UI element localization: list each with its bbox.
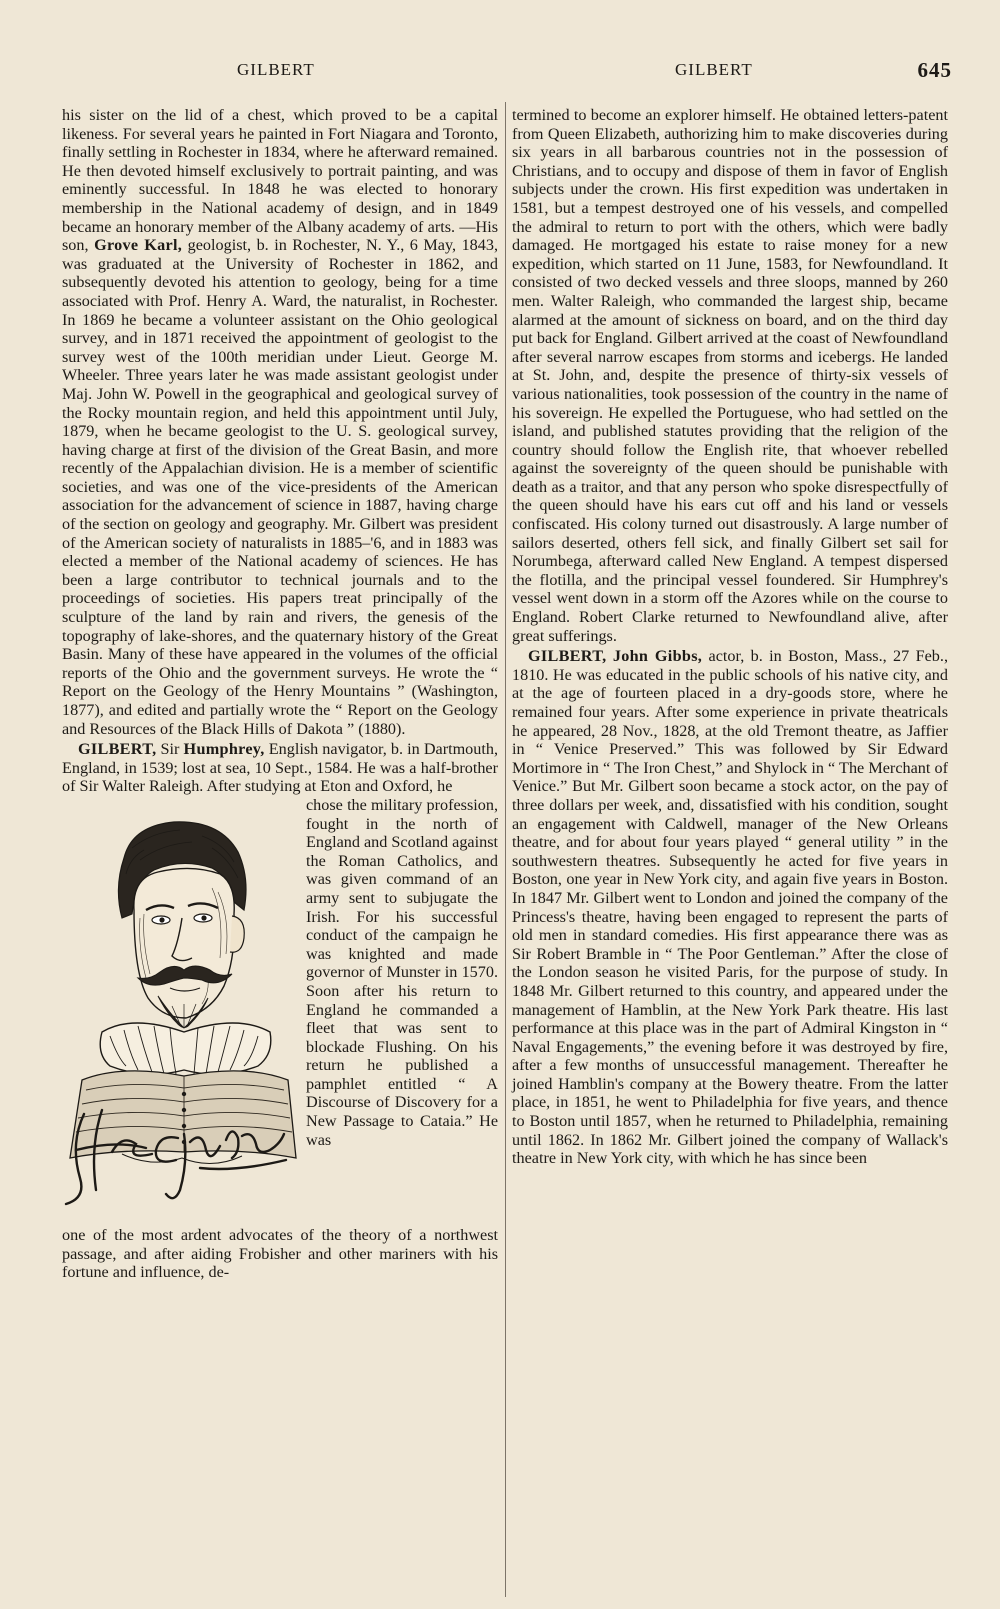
running-head-center: GILBERT (675, 60, 753, 79)
running-head-left: GILBERT (237, 60, 315, 79)
right-column (512, 106, 948, 1168)
entry-text-grove-karl: geologist, b. in Rochester, N. Y., 6 May, 1843, was graduated at the University of Rochester in 1862, and subsequently devoted his attention to geology, being for a time associated with Prof. Henry A. Ward, the naturalist, in Rochester. In 1869 he became a volunteer assistant on the Ohio geological survey, and in 1871 received the appointment of geologist to the survey west of the 100th meridian under Lieut. George M. Wheeler. Three years later he was made assistant geologist under Maj. John W. Powell in the geographical and geological survey of the Rocky mountain region, and held this appointment until July, 1879, when he became geologist to the U. S. geological survey, having charge at first of the division of the Great Basin, and more recently of the Appalachian division. He is a member of scientific societies, and was one of the vice-presidents of the American association for the advancement of science in 1887, having charge of the section on geology and geography. Mr. Gilbert was president of the American society of naturalists in 1885–'6, and in 1883 was elected a member of the National academy of sciences. He has been a large contributor to technical journals and to the proceedings of societies. His papers treat principally of the sculpture of the land by rain and rivers, the genesis of the topography of lake-shores, and the quaternary history of the Great Basin. Many of these have appeared in the volumes of the official reports of the Ohio and the government surveys. He wrote the “ Report on the Geology of the Henry Mountains ” (Washington, 1877), and edited and partially wrote the “ Report on the Geology and Resources of the Black Hills of Dakota ” (1880). (62, 236, 498, 738)
entry-name-grove-karl: Grove Karl, (94, 236, 183, 255)
entry-text-john: actor, b. in Boston, Mass., 27 Feb., 1810. He was educated in the public schools of his native city, and at the age of fourteen placed in a dry-goods store, where he remained four years. After some experience in private theatricals he appeared, 28 Nov., 1828, at the old Tremont theatre, as Jaffier in “ Venice Preserved.” This was followed by Sir Edward Mortimore in “ The Iron Chest,” and Shylock in “ The Merchant of Venice.” But Mr. Gilbert soon became a stock actor, on the pay of three dollars per week, and, dissatisfied with his condition, sought an engagement with Caldwell, manager of the New Orleans theatre, and for about four years played “ general utility ” in the southwestern theatres. Subsequently he acted for five years in Boston, one year in New York city, and again five years in Boston. In 1847 Mr. Gilbert went to London and joined the company of the Princess's theatre, having been engaged to represent the parts of old men in standard comedies. His first appearance there was as Sir Robert Bramble in “ The Poor Gentleman.” After the close of the London season he visited Paris, for the purpose of study. In 1848 Mr. Gilbert returned to this country, and appeared under the management of Hamblin, at the New York Park theatre. His last performance at this place was in the part of Admiral Kingston in “ Naval Engagements,” the evening before it was destroyed by fire, after a few months of unsuccessful management. Thereafter he joined Hamblin's company at the Bowery theatre. From the latter place, in 1851, he went to Philadelphia for five years, and thence to Boston until 1857, when he returned to Philadelphia, remaining until 1862. In 1862 Mr. Gilbert joined the company of Wallack's theatre in New York city, with which he has since been (512, 647, 948, 1168)
humphrey-wrap-text: chose the military profession, fought in the north of England and Scotland against the Roman Catholics, and was given command of an army sent to subjugate the Irish. For his successful conduct of the campaign he was knighted and made governor of Munster in 1570. Soon after his return to England he commanded a fleet that was sent to blockade Flushing. On his return he published a pamphlet entitled “ A Discourse of Discovery for a New Passage to Cataia.” He was (306, 795, 498, 1149)
handwritten-signature-icon (56, 1094, 296, 1214)
entry-given-john: John Gibbs, (612, 647, 703, 666)
continuation-text: his sister on the lid of a chest, which proved to be a capital likeness. For several years he painted in Fort Niagara and Toronto, finally settling in Rochester in 1834, where he afterward remained. He then devoted himself exclusively to portrait painting, and was eminently successful. In 1848 he was elected to honorary membership in the National academy of design, and in 1849 became an honorary member of the Albany academy of arts. —His son, (62, 106, 498, 255)
left-column (62, 106, 498, 1282)
column-divider (505, 102, 506, 1597)
humphrey-tail-text: one of the most ardent advocates of the theory of a northwest passage, and after aiding Frobisher and other mariners with his fortune and influence, de- (62, 1225, 498, 1282)
entry-surname-humphrey: GILBERT, (78, 740, 157, 759)
entry-surname-john: GILBERT, (528, 647, 607, 666)
continuation-paragraph (62, 106, 498, 738)
entry-text-humphrey-intro: English navigator, b. in Dartmouth, England, in 1539; lost at sea, 10 Sept., 1584. He was a half-brother of Sir Walter Raleigh. After studying at Eton and Oxford, he (62, 740, 499, 796)
entry-humphrey-intro (62, 740, 498, 796)
entry-john-gibbs (512, 647, 948, 1168)
entry-given-humphrey: Humphrey, (183, 740, 265, 759)
humphrey-continuation: termined to become an explorer himself. He obtained letters-patent from Queen Elizabeth, authorizing him to make discoveries during six years in all barbarous countries not in the possession of Christians, and to occupy and dispose of them in favor of English subjects under the crown. His first expedition was undertaken in 1581, but a tempest destroyed one of his vessels, and compelled the admiral to return to port with the others, which were badly damaged. He mortgaged his estate to raise money for a new expedition, which started on 11 June, 1583, for Newfoundland. It consisted of two decked vessels and three sloops, manned by 260 men. Walter Raleigh, who commanded the largest ship, became alarmed at the amount of sickness on board, and on the third day put back for England. Gilbert arrived at the coast of Newfoundland after several narrow escapes from storms and icebergs. He landed at St. John, and, despite the presence of thirty-six vessels of various nationalities, took possession of the country in the name of his sovereign. He expelled the Portuguese, who had settled on the island, and published statutes providing that the religion of the country should follow the English rite, that whoever rebelled against the sovereignty of the queen should be punishable with death as a traitor, and that any person who spoke disrespectfully of the queen should have his ears cut off and his land or vessels confiscated. His colony turned out disastrously. A large number of sailors deserted, others fell sick, and finally Gilbert set sail for Norumbega, afterward called New England. A tempest dispersed the flotilla, and the principal vessel foundered. Sir Humphrey's vessel went down in a storm off the Azores while on the course to England. Robert Clarke returned to Newfoundland alive, after great sufferings. (512, 106, 948, 645)
running-head (62, 60, 952, 90)
entry-title-humphrey: Sir (160, 740, 180, 759)
page-number: 645 (917, 58, 952, 82)
